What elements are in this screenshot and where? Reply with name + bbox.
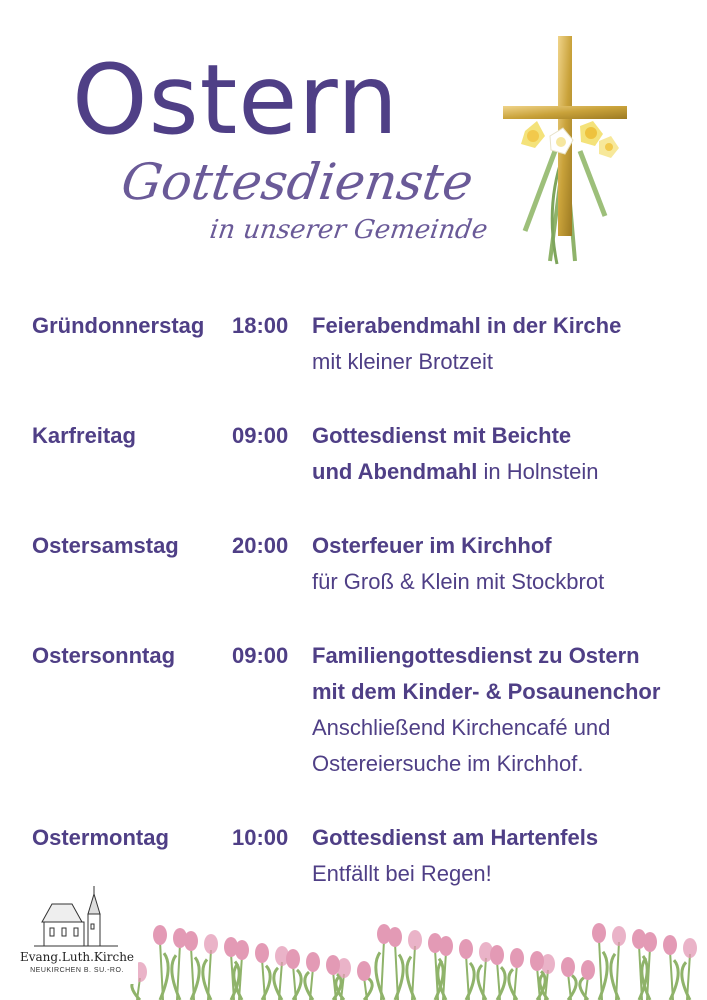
tulip-head: [184, 931, 198, 951]
tulip-head: [357, 961, 371, 981]
tulip-head: [337, 958, 351, 978]
page-subtitle-2: in unserer Gemeinde: [207, 215, 490, 245]
tulip-head: [541, 954, 555, 974]
service-title: Gottesdienst mit Beichte: [312, 423, 572, 448]
service-title: Feierabendmahl in der Kirche: [312, 313, 622, 338]
service-time: 09:00: [232, 643, 289, 668]
logo-place: NEUKIRCHEN B. SU.-RO.: [30, 967, 124, 974]
service-description-line: [312, 820, 702, 856]
tulip-head: [204, 934, 218, 954]
service-row: [32, 418, 702, 490]
service-day: Ostersonntag: [32, 643, 176, 668]
tulip-head: [439, 936, 453, 956]
tulip-head: [408, 930, 422, 950]
service-detail: Entfällt bei Regen!: [312, 861, 492, 886]
service-row: [32, 308, 702, 380]
service-description-line: [312, 308, 702, 344]
service-description-line: [312, 710, 702, 746]
service-detail: Anschließend Kirchencafé und: [312, 715, 611, 740]
logo-name: Evang.Luth.Kirche: [19, 950, 135, 964]
service-description-line: [312, 856, 702, 892]
tulip-head: [561, 957, 575, 977]
service-description-line: [312, 454, 702, 490]
service-row: [32, 528, 702, 600]
service-description-line: [312, 344, 702, 380]
service-title: Gottesdienst am Hartenfels: [312, 825, 599, 850]
service-row: [32, 638, 702, 782]
page-title: Ostern: [72, 44, 399, 156]
service-description-line: [312, 746, 702, 782]
service-detail: Ostereiersuche im Kirchhof.: [312, 751, 584, 776]
service-detail: in Holnstein: [477, 459, 599, 484]
tulip-head: [510, 948, 524, 968]
service-description-line: [312, 418, 702, 454]
service-time: 09:00: [232, 423, 289, 448]
tulip-head: [612, 926, 626, 946]
service-schedule: [32, 308, 702, 892]
service-title: Familiengottesdienst zu Ostern: [312, 643, 640, 668]
tulip-head: [255, 943, 269, 963]
tulip-head: [388, 927, 402, 947]
service-day: Ostermontag: [32, 825, 169, 850]
service-description-line: [312, 528, 702, 564]
tulip-head: [459, 939, 473, 959]
tulip-head: [581, 960, 595, 980]
service-detail: mit kleiner Brotzeit: [312, 349, 493, 374]
service-title: Osterfeuer im Kirchhof: [312, 533, 552, 558]
tulip-head: [663, 935, 677, 955]
service-day: Ostersamstag: [32, 533, 179, 558]
service-detail: für Groß & Klein mit Stockbrot: [312, 569, 605, 594]
page-subtitle: Gottesdienste: [117, 153, 477, 211]
cross-icon: [495, 36, 635, 266]
tulip-head: [235, 940, 249, 960]
tulip-head: [490, 945, 504, 965]
tulip-head: [153, 925, 167, 945]
service-time: 18:00: [232, 313, 289, 338]
tulip-head: [306, 952, 320, 972]
tulip-head: [592, 923, 606, 943]
service-title: mit dem Kinder- & Posaunenchor: [312, 679, 661, 704]
tulip-head: [683, 938, 697, 958]
service-title: und Abendmahl: [312, 459, 478, 484]
service-description-line: [312, 674, 702, 710]
service-time: 20:00: [232, 533, 289, 558]
service-row: [32, 820, 702, 892]
tulip-head: [643, 932, 657, 952]
service-description-line: [312, 638, 702, 674]
service-time: 10:00: [232, 825, 289, 850]
service-day: Gründonnerstag: [32, 313, 205, 338]
service-day: Karfreitag: [32, 423, 136, 448]
tulip-head: [286, 949, 300, 969]
service-description-line: [312, 564, 702, 600]
